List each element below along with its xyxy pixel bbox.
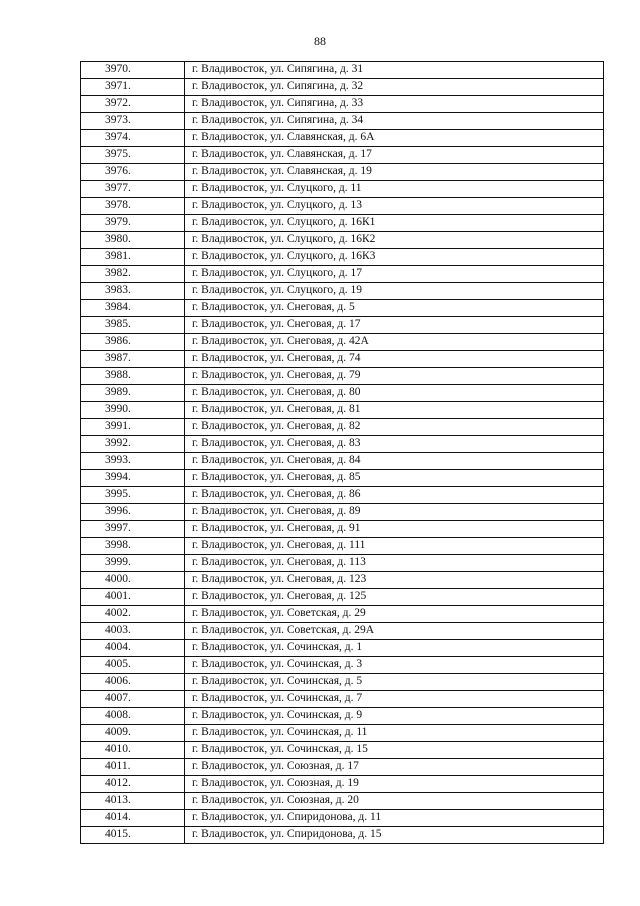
row-number: 3990. [81,402,185,419]
table-row [81,691,604,708]
row-number: 3984. [81,300,185,317]
row-address: г. Владивосток, ул. Слуцкого, д. 19 [185,283,604,300]
table-row [81,215,604,232]
row-number: 4007. [81,691,185,708]
row-address: г. Владивосток, ул. Снеговая, д. 89 [185,504,604,521]
row-number: 4008. [81,708,185,725]
table-row [81,147,604,164]
table-row [81,674,604,691]
table-row [81,181,604,198]
table-row [81,793,604,810]
table-row [81,572,604,589]
row-address: г. Владивосток, ул. Спиридонова, д. 11 [185,810,604,827]
row-number: 3986. [81,334,185,351]
table-row [81,368,604,385]
table-row [81,589,604,606]
table-row [81,96,604,113]
row-address: г. Владивосток, ул. Сочинская, д. 1 [185,640,604,657]
row-address: г. Владивосток, ул. Снеговая, д. 42А [185,334,604,351]
table-row [81,317,604,334]
row-number: 4010. [81,742,185,759]
row-number: 3977. [81,181,185,198]
row-address: г. Владивосток, ул. Снеговая, д. 86 [185,487,604,504]
table-row [81,810,604,827]
table-row [81,198,604,215]
row-address: г. Владивосток, ул. Снеговая, д. 113 [185,555,604,572]
table-row [81,470,604,487]
table-row [81,419,604,436]
row-address: г. Владивосток, ул. Сочинская, д. 9 [185,708,604,725]
row-number: 3981. [81,249,185,266]
row-address: г. Владивосток, ул. Сочинская, д. 7 [185,691,604,708]
row-number: 4005. [81,657,185,674]
row-address: г. Владивосток, ул. Сипягина, д. 31 [185,62,604,79]
row-number: 3975. [81,147,185,164]
row-address: г. Владивосток, ул. Снеговая, д. 91 [185,521,604,538]
row-number: 3993. [81,453,185,470]
table-row [81,487,604,504]
row-number: 4000. [81,572,185,589]
row-number: 4002. [81,606,185,623]
row-number: 4001. [81,589,185,606]
row-address: г. Владивосток, ул. Союзная, д. 19 [185,776,604,793]
row-address: г. Владивосток, ул. Сочинская, д. 3 [185,657,604,674]
row-number: 3971. [81,79,185,96]
page-number: 88 [314,34,326,48]
table-row [81,623,604,640]
table-row [81,521,604,538]
row-address: г. Владивосток, ул. Сочинская, д. 15 [185,742,604,759]
row-address: г. Владивосток, ул. Снеговая, д. 82 [185,419,604,436]
row-number: 4009. [81,725,185,742]
table-row [81,113,604,130]
table-row [81,453,604,470]
row-number: 3974. [81,130,185,147]
row-number: 3992. [81,436,185,453]
row-address: г. Владивосток, ул. Снеговая, д. 123 [185,572,604,589]
row-number: 4013. [81,793,185,810]
row-number: 3987. [81,351,185,368]
table-row [81,827,604,844]
row-address: г. Владивосток, ул. Снеговая, д. 83 [185,436,604,453]
row-address: г. Владивосток, ул. Снеговая, д. 111 [185,538,604,555]
row-address: г. Владивосток, ул. Снеговая, д. 80 [185,385,604,402]
row-number: 4006. [81,674,185,691]
row-number: 4011. [81,759,185,776]
row-address: г. Владивосток, ул. Снеговая, д. 5 [185,300,604,317]
table-row [81,606,604,623]
row-number: 3991. [81,419,185,436]
table-row [81,62,604,79]
row-address: г. Владивосток, ул. Сипягина, д. 34 [185,113,604,130]
table-row [81,402,604,419]
row-number: 3997. [81,521,185,538]
row-address: г. Владивосток, ул. Снеговая, д. 17 [185,317,604,334]
row-address: г. Владивосток, ул. Сочинская, д. 11 [185,725,604,742]
table-row [81,232,604,249]
table-row [81,283,604,300]
row-number: 3995. [81,487,185,504]
row-address: г. Владивосток, ул. Сипягина, д. 33 [185,96,604,113]
row-number: 3983. [81,283,185,300]
row-number: 3999. [81,555,185,572]
row-number: 3994. [81,470,185,487]
row-address: г. Владивосток, ул. Снеговая, д. 74 [185,351,604,368]
table-row [81,130,604,147]
row-number: 3996. [81,504,185,521]
row-number: 4012. [81,776,185,793]
row-number: 3976. [81,164,185,181]
table-row [81,640,604,657]
table-row [81,334,604,351]
row-address: г. Владивосток, ул. Снеговая, д. 125 [185,589,604,606]
row-number: 3998. [81,538,185,555]
row-address: г. Владивосток, ул. Славянская, д. 19 [185,164,604,181]
row-number: 3973. [81,113,185,130]
row-address: г. Владивосток, ул. Снеговая, д. 85 [185,470,604,487]
address-table [80,61,604,844]
row-address: г. Владивосток, ул. Сипягина, д. 32 [185,79,604,96]
table-row [81,300,604,317]
table-row [81,266,604,283]
row-address: г. Владивосток, ул. Славянская, д. 6А [185,130,604,147]
table-row [81,164,604,181]
row-address: г. Владивосток, ул. Снеговая, д. 81 [185,402,604,419]
table-row [81,385,604,402]
row-address: г. Владивосток, ул. Снеговая, д. 84 [185,453,604,470]
row-address: г. Владивосток, ул. Советская, д. 29 [185,606,604,623]
row-number: 3979. [81,215,185,232]
row-address: г. Владивосток, ул. Слуцкого, д. 13 [185,198,604,215]
row-number: 3978. [81,198,185,215]
row-address: г. Владивосток, ул. Советская, д. 29А [185,623,604,640]
table-row [81,657,604,674]
row-address: г. Владивосток, ул. Снеговая, д. 79 [185,368,604,385]
row-address: г. Владивосток, ул. Союзная, д. 17 [185,759,604,776]
table-row [81,776,604,793]
row-address: г. Владивосток, ул. Сочинская, д. 5 [185,674,604,691]
table-row [81,555,604,572]
table-row [81,249,604,266]
row-number: 4003. [81,623,185,640]
row-number: 4004. [81,640,185,657]
table-row [81,504,604,521]
table-row [81,79,604,96]
table-row [81,708,604,725]
row-address: г. Владивосток, ул. Слуцкого, д. 16К2 [185,232,604,249]
table-row [81,436,604,453]
table-row [81,742,604,759]
table-row [81,725,604,742]
row-number: 4014. [81,810,185,827]
row-number: 3970. [81,62,185,79]
row-address: г. Владивосток, ул. Слуцкого, д. 11 [185,181,604,198]
row-address: г. Владивосток, ул. Славянская, д. 17 [185,147,604,164]
row-address: г. Владивосток, ул. Слуцкого, д. 17 [185,266,604,283]
row-address: г. Владивосток, ул. Слуцкого, д. 16К3 [185,249,604,266]
row-number: 4015. [81,827,185,844]
row-address: г. Владивосток, ул. Слуцкого, д. 16К1 [185,215,604,232]
row-number: 3988. [81,368,185,385]
row-number: 3985. [81,317,185,334]
row-number: 3980. [81,232,185,249]
row-address: г. Владивосток, ул. Союзная, д. 20 [185,793,604,810]
row-number: 3989. [81,385,185,402]
table-row [81,759,604,776]
table-row [81,351,604,368]
table-row [81,538,604,555]
row-number: 3982. [81,266,185,283]
row-number: 3972. [81,96,185,113]
row-address: г. Владивосток, ул. Спиридонова, д. 15 [185,827,604,844]
address-table-body [81,62,604,844]
